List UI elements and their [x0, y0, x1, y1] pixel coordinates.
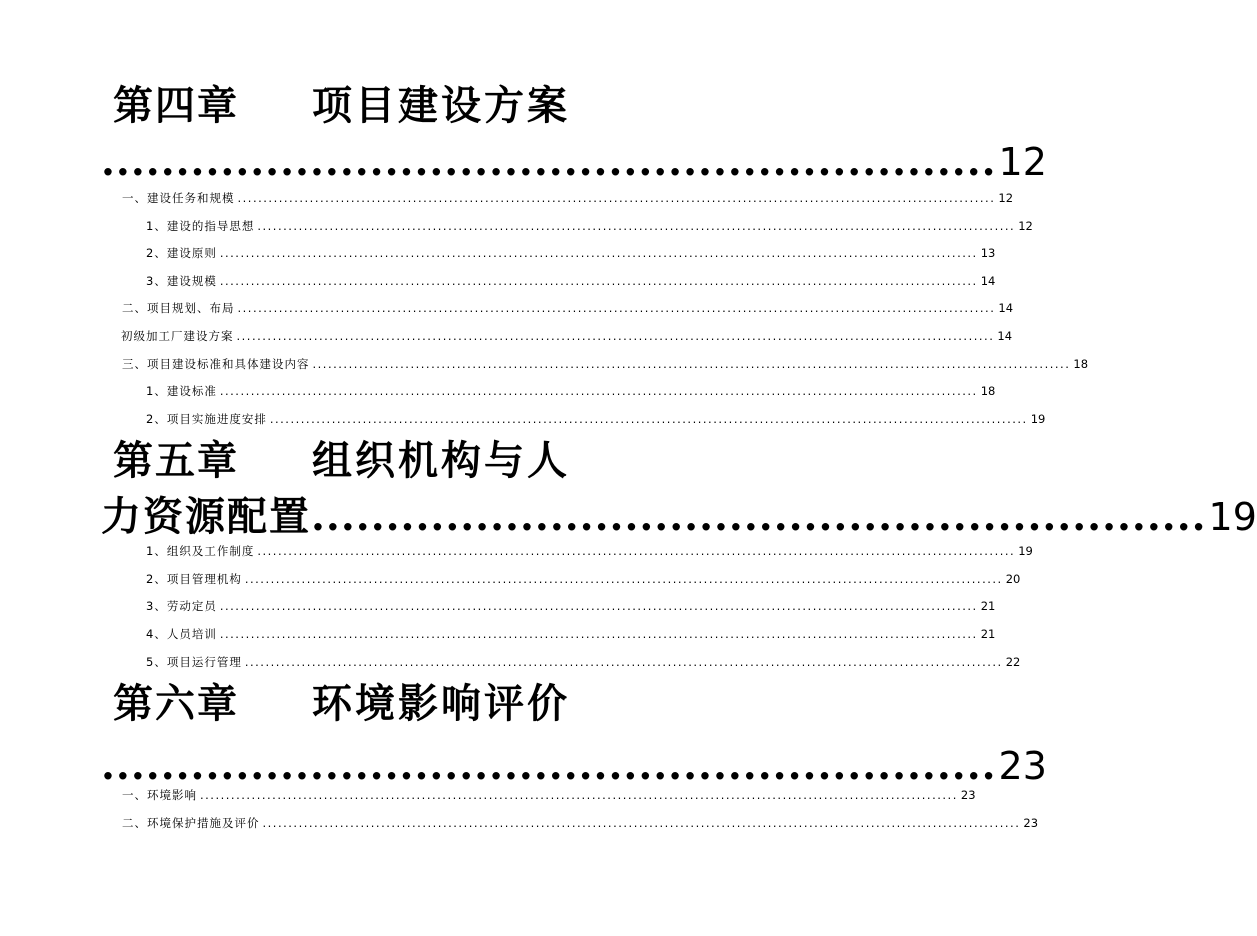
dot-leader: ...................................................................................................................................................: [262, 816, 1021, 830]
dot-leader: ...................................................................................................................................................: [219, 627, 978, 641]
chapter-5-heading[interactable]: [101, 433, 1257, 545]
toc-entry-page: 23: [1023, 816, 1039, 830]
dot-leader: ...................................................................................................................................................: [269, 412, 1028, 426]
toc-entry-title: 1、建设的指导思想: [146, 219, 255, 233]
toc-entry-title: 4、人员培训: [146, 627, 217, 641]
chapter-title: 项目建设方案: [312, 82, 570, 129]
toc-entry-page: 21: [980, 599, 996, 613]
toc-entry[interactable]: [146, 570, 1021, 588]
toc-entry[interactable]: [122, 299, 1014, 317]
chapter-number: 第五章: [113, 437, 239, 484]
toc-entry[interactable]: [122, 189, 1014, 207]
toc-entry-title: 三、项目建设标准和具体建设内容: [122, 357, 310, 371]
toc-entry-page: 14: [998, 301, 1014, 315]
toc-entry-page: 14: [980, 274, 996, 288]
chapter-title: 环境影响评价: [312, 680, 570, 727]
toc-entry-title: 3、劳动定员: [146, 599, 217, 613]
dot-leader: ...................................................................................................................................................: [257, 544, 1016, 558]
chapter-number: 第六章: [113, 680, 239, 727]
chapter-title-continued: 力资源配置: [101, 493, 311, 540]
toc-entry[interactable]: [122, 814, 1039, 832]
toc-entry-title: 1、组织及工作制度: [146, 544, 255, 558]
toc-entry-title: 3、建设规模: [146, 274, 217, 288]
toc-entry-page: 13: [980, 246, 996, 260]
toc-entry-title: 二、环境保护措施及评价: [122, 816, 260, 830]
chapter-6-heading[interactable]: [101, 676, 1047, 794]
chapter-page-number: 12: [998, 140, 1047, 184]
dot-leader: ...................................................................................................................................................: [244, 572, 1003, 586]
dot-leader: ............................................................: [311, 493, 1207, 540]
chapter-page-number: 23: [998, 744, 1047, 788]
toc-entry-page: 18: [980, 384, 996, 398]
toc-entry[interactable]: [121, 327, 1013, 345]
toc-entry[interactable]: [146, 653, 1021, 671]
toc-entry-title: 2、建设原则: [146, 246, 217, 260]
dot-leader: ...................................................................................................................................................: [237, 301, 996, 315]
toc-entry-title: 初级加工厂建设方案: [121, 329, 234, 343]
toc-entry[interactable]: [146, 272, 996, 290]
dot-leader: ...................................................................................................................................................: [219, 246, 978, 260]
toc-entry[interactable]: [146, 382, 996, 400]
toc-entry-title: 一、建设任务和规模: [122, 191, 235, 205]
toc-entry-title: 1、建设标准: [146, 384, 217, 398]
chapter-page-number: 19: [1208, 495, 1257, 539]
toc-entry-page: 12: [998, 191, 1014, 205]
chapter-4-heading[interactable]: [101, 78, 1047, 190]
toc-entry-page: 21: [980, 627, 996, 641]
toc-entry[interactable]: [146, 542, 1033, 560]
toc-entry-page: 14: [997, 329, 1013, 343]
toc-entry-page: 12: [1018, 219, 1033, 233]
toc-entry[interactable]: [146, 217, 1033, 235]
dot-leader: ...................................................................................................................................................: [237, 191, 996, 205]
dot-leader: ...................................................................................................................................................: [219, 384, 978, 398]
toc-entry[interactable]: [146, 244, 996, 262]
toc-entry-page: 19: [1018, 544, 1033, 558]
dot-leader: ...................................................................................................................................................: [219, 274, 978, 288]
toc-entry[interactable]: [146, 597, 996, 615]
toc-entry-page: 23: [960, 788, 976, 802]
chapter-title: 组织机构与人: [312, 437, 570, 484]
dot-leader: ...................................................................................................................................................: [257, 219, 1016, 233]
dot-leader: ...................................................................................................................................................: [200, 788, 958, 802]
dot-leader: ............................................................: [101, 742, 997, 789]
dot-leader: ...................................................................................................................................................: [219, 599, 978, 613]
dot-leader: ...................................................................................................................................................: [236, 329, 995, 343]
toc-entry-title: 二、项目规划、布局: [122, 301, 235, 315]
chapter-number: 第四章: [113, 82, 239, 129]
toc-entry[interactable]: [146, 625, 996, 643]
toc-entry-title: 2、项目实施进度安排: [146, 412, 267, 426]
toc-entry[interactable]: [122, 786, 976, 804]
toc-entry-title: 一、环境影响: [122, 788, 197, 802]
dot-leader: ...................................................................................................................................................: [312, 357, 1071, 371]
toc-entry[interactable]: [146, 410, 1046, 428]
toc-entry-title: 5、项目运行管理: [146, 655, 242, 669]
toc-entry-page: 19: [1030, 412, 1046, 426]
toc-entry-page: 18: [1073, 357, 1089, 371]
toc-entry-page: 20: [1005, 572, 1021, 586]
dot-leader: ...................................................................................................................................................: [244, 655, 1003, 669]
toc-entry-title: 2、项目管理机构: [146, 572, 242, 586]
toc-entry-page: 22: [1005, 655, 1021, 669]
dot-leader: ............................................................: [101, 138, 997, 185]
toc-entry[interactable]: [122, 355, 1089, 373]
